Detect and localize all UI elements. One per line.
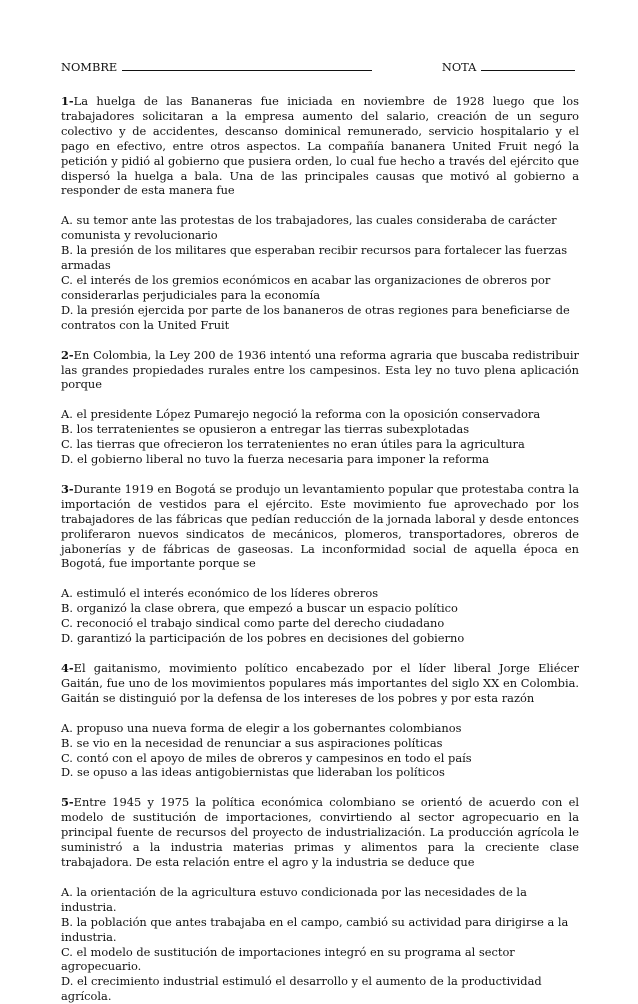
- question-number: 1-: [61, 94, 74, 108]
- question-stem: [61, 94, 579, 198]
- question-5: [61, 795, 579, 1004]
- question-3: [61, 482, 579, 646]
- answer-option-d: D. se opuso a las ideas antigobiernistas que lideraban los políticos: [61, 765, 445, 780]
- question-number: 4-: [61, 661, 74, 675]
- answer-option-a: A. su temor ante las protestas de los trabajadores, las cuales consideraba de carácter comunista y revolucionario: [61, 213, 557, 243]
- answer-option-c: C. el interés de los gremios económicos en acabar las organizaciones de obreros por considerarlas perjudiciales para la economía: [61, 272, 551, 302]
- question-number: 3-: [61, 481, 74, 496]
- answer-option-d: D. el gobierno liberal no tuvo la fuerza necesaria para imponer la reforma: [61, 452, 490, 467]
- answer-option-d: D. el crecimiento industrial estimuló el desarrollo y el aumento de la productividad agrícola.: [61, 974, 542, 1004]
- question-text: Entre 1945 y 1975 la política económica colombiano se orientó de acuerdo con el modelo de sustitución de importaciones, convirtiendo al sector agropecuario en la principal fuente de recursos del proyecto de industrialización. La producción agrícola le suministró a la industria materias primas y alimentos para la creciente clase trabajadora. De esta relación entre el agro y la industria se deduce que: [61, 795, 579, 869]
- exam-header: [61, 60, 579, 74]
- question-2: [61, 348, 579, 467]
- grade-blank-line: [481, 69, 575, 71]
- answer-option-b: B. se vio en la necesidad de renunciar a sus aspiraciones políticas: [61, 735, 443, 750]
- question-stem: [61, 795, 579, 870]
- question-1: [61, 94, 579, 333]
- answer-option-b: B. la presión de los militares que esperaban recibir recursos para fortalecer las fuerzas armadas: [61, 243, 568, 273]
- question-4: [61, 661, 579, 780]
- answer-option-c: C. contó con el apoyo de miles de obreros y campesinos en todo el país: [61, 750, 472, 765]
- question-text: En Colombia, la Ley 200 de 1936 intentó una reforma agraria que buscaba redistribuir las grandes propiedades rurales entre los campesinos. Esta ley no tuvo plena aplicación porque: [61, 347, 579, 392]
- answer-options: [61, 721, 579, 781]
- name-label: NOMBRE: [61, 60, 118, 74]
- answer-options: [61, 407, 579, 467]
- question-text: La huelga de las Bananeras fue iniciada en noviembre de 1928 luego que los trabajadores solicitaran a la empresa aumento del salario, creación de un seguro colectivo y de accidentes, descanso dominical remunerado, servicio hospitalario y el pago en efectivo, entre otros aspectos. La compañía bananera United Fruit negó la petición y pidió al gobierno que pusiera orden, lo cual fue hecho a través del ejército que dispersó la huelga a bala. Una de las principales causas que motivó al gobierno a responder de esta manera fue: [61, 94, 579, 198]
- answer-option-c: C. reconoció el trabajo sindical como parte del derecho ciudadano: [61, 616, 445, 631]
- answer-option-b: B. organizó la clase obrera, que empezó a buscar un espacio político: [61, 601, 458, 616]
- name-field: [61, 60, 372, 74]
- question-text: El gaitanismo, movimiento político encabezado por el líder liberal Jorge Eliécer Gaitán, fue uno de los movimientos populares más importantes del siglo XX en Colombia. Gaitán se distinguió por la defensa de los intereses de los pobres y por esta razón: [61, 661, 579, 705]
- answer-option-d: D. garantizó la participación de los pobres en decisiones del gobierno: [61, 631, 465, 646]
- answer-option-a: A. estimuló el interés económico de los líderes obreros: [61, 586, 379, 601]
- answer-options: [61, 213, 579, 332]
- question-stem: [61, 661, 579, 706]
- answer-option-a: A. propuso una nueva forma de elegir a los gobernantes colombianos: [61, 720, 462, 735]
- answer-option-c: C. el modelo de sustitución de importaciones integró en su programa al sector agropecuario.: [61, 944, 515, 974]
- answer-option-c: C. las tierras que ofrecieron los terratenientes no eran útiles para la agricultura: [61, 437, 525, 452]
- answer-options: [61, 586, 579, 646]
- answer-option-b: B. la población que antes trabajaba en el campo, cambió su actividad para dirigirse a la industria.: [61, 914, 569, 944]
- name-blank-line: [122, 69, 372, 71]
- answer-option-b: B. los terratenientes se opusieron a entregar las tierras subexplotadas: [61, 422, 470, 437]
- answer-option-a: A. el presidente López Pumarejo negoció la reforma con la oposición conservadora: [61, 407, 541, 422]
- question-stem: [61, 348, 579, 393]
- answer-option-a: A. la orientación de la agricultura estuvo condicionada por las necesidades de la industria.: [61, 884, 527, 914]
- question-number: 5-: [61, 795, 74, 810]
- grade-label: NOTA: [441, 60, 477, 74]
- answer-option-d: D. la presión ejercida por parte de los bananeros de otras regiones para beneficiarse de contratos con la United Fruit: [61, 302, 570, 332]
- question-number: 2-: [61, 347, 74, 362]
- question-stem: [61, 482, 579, 571]
- question-text: Durante 1919 en Bogotá se produjo un levantamiento popular que protestaba contra la importación de vestidos para el ejército. Este movimiento fue aprovechado por los trabajadores de las fábricas que pedían reducción de la jornada laboral y desde entonces proliferaron nuevos sindicatos de mecánicos, plomeros, transportadores, obreros de jabonerías y de fábricas de gaseosas. La inconformidad social de aquella época en Bogotá, fue importante porque se: [61, 481, 579, 571]
- grade-field: [442, 60, 575, 74]
